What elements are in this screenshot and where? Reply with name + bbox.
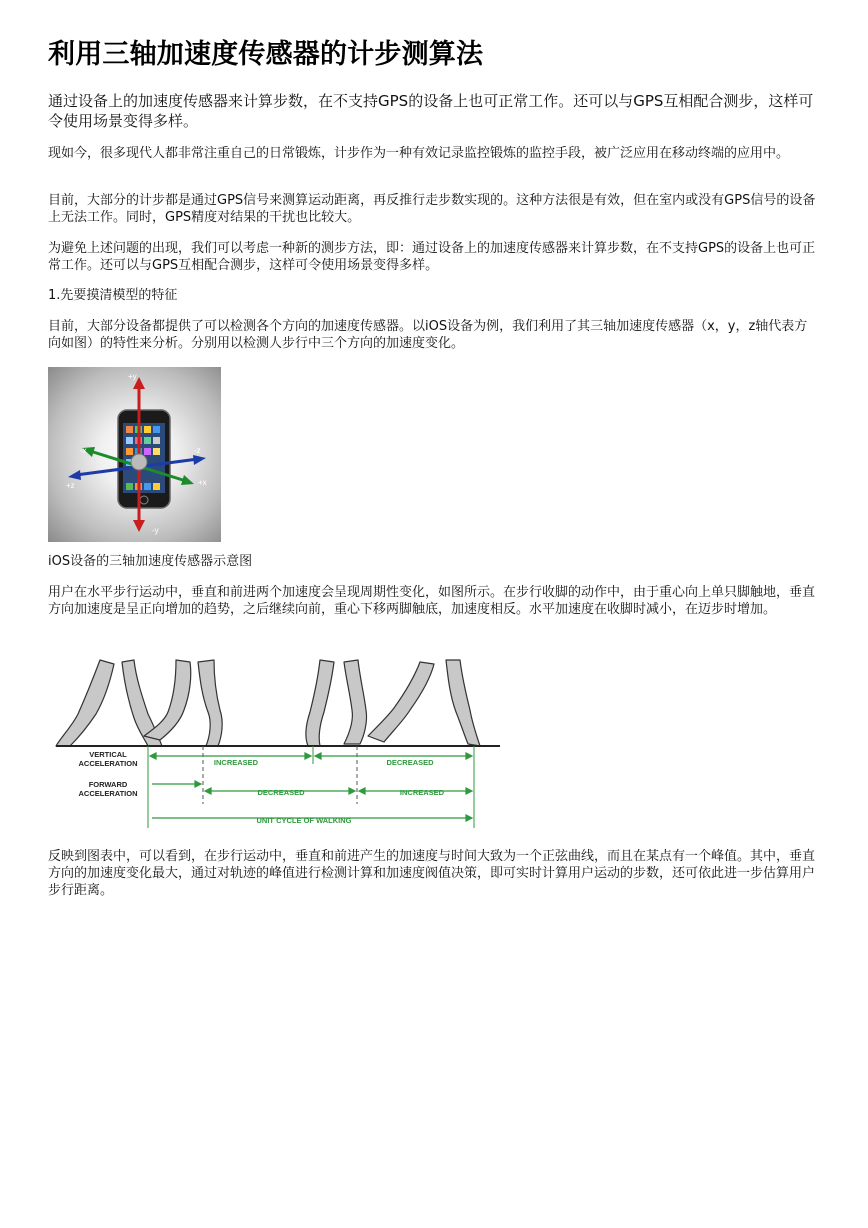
row-label-vertical: ACCELERATION — [78, 759, 138, 768]
axis-label: +y — [128, 372, 137, 381]
forward-decreased-label: DECREASED — [257, 788, 305, 797]
axis-label: -x — [80, 446, 87, 455]
paragraph: 为避免上述问题的出现，我们可以考虑一种新的测步方法，即：通过设备上的加速度传感器来计算步数，在不支持GPS的设备上也可正常工作。还可以与GPS互相配合测步，这样可令使用场景变得多样。 — [48, 241, 816, 273]
vertical-increased-label: INCREASED — [213, 758, 259, 767]
axis-label: -z — [194, 446, 201, 455]
paragraph: 目前，大部分设备都提供了可以检测各个方向的加速度传感器。以iOS设备为例，我们利用了其三轴加速度传感器（x，y，z轴代表方向如图）的特性来分析。分别用以检测人步行中三个方向的加速度变化。 — [48, 319, 808, 351]
axis-label: +z — [66, 481, 75, 490]
vertical-decreased-label: DECREASED — [386, 758, 434, 767]
walking-cycle-diagram — [48, 656, 508, 832]
axis-label: -y — [152, 526, 159, 535]
unit-cycle-label: UNIT CYCLE OF WALKING — [256, 816, 352, 825]
phone-axes-figure — [48, 367, 221, 542]
origin-sphere — [131, 454, 147, 470]
section-heading: 1.先要摸清模型的特征 — [48, 288, 178, 303]
axis-label: +x — [198, 478, 207, 487]
page-title: 利用三轴加速度传感器的计步测算法 — [48, 39, 484, 70]
lead-paragraph: 通过设备上的加速度传感器来计算步数，在不支持GPS的设备上也可正常工作。还可以与GPS互相配合测步，这样可令使用场景变得多样。 — [48, 92, 814, 130]
paragraph: 反映到图表中，可以看到，在步行运动中，垂直和前进产生的加速度与时间大致为一个正弦曲线，而且在某点有一个峰值。其中，垂直方向的加速度变化最大，通过对轨迹的峰值进行检测计算和加速度阀值决策，即可实时计算用户运动的步数，还可依此进一步估算用户步行距离。 — [48, 849, 816, 898]
paragraph: 现如今，很多现代人都非常注重自己的日常锻炼，计步作为一种有效记录监控锻炼的监控手段，被广泛应用在移动终端的应用中。 — [48, 146, 790, 161]
paragraph: 用户在水平步行运动中，垂直和前进两个加速度会呈现周期性变化，如图所示。在步行收脚的动作中，由于重心向上单只脚触地，垂直方向加速度是呈正向增加的趋势，之后继续向前，重心下移两脚触底，加速度相反。水平加速度在收脚时减小，在迈步时增加。 — [48, 585, 816, 617]
row-label-forward: FORWARD — [88, 780, 128, 789]
walking-cycle-figure — [48, 656, 508, 832]
figure-caption: iOS设备的三轴加速度传感器示意图 — [48, 554, 253, 569]
walking-legs-illustration — [56, 660, 480, 746]
row-label-forward: ACCELERATION — [78, 789, 138, 798]
forward-increased-label: INCREASED — [399, 788, 445, 797]
paragraph: 目前，大部分的计步都是通过GPS信号来测算运动距离，再反推行走步数实现的。这种方法很是有效，但在室内或没有GPS信号的设备上无法工作。同时，GPS精度对结果的干扰也比较大。 — [48, 193, 816, 225]
row-label-vertical: VERTICAL — [89, 750, 127, 759]
phone-axes-diagram — [48, 367, 221, 542]
